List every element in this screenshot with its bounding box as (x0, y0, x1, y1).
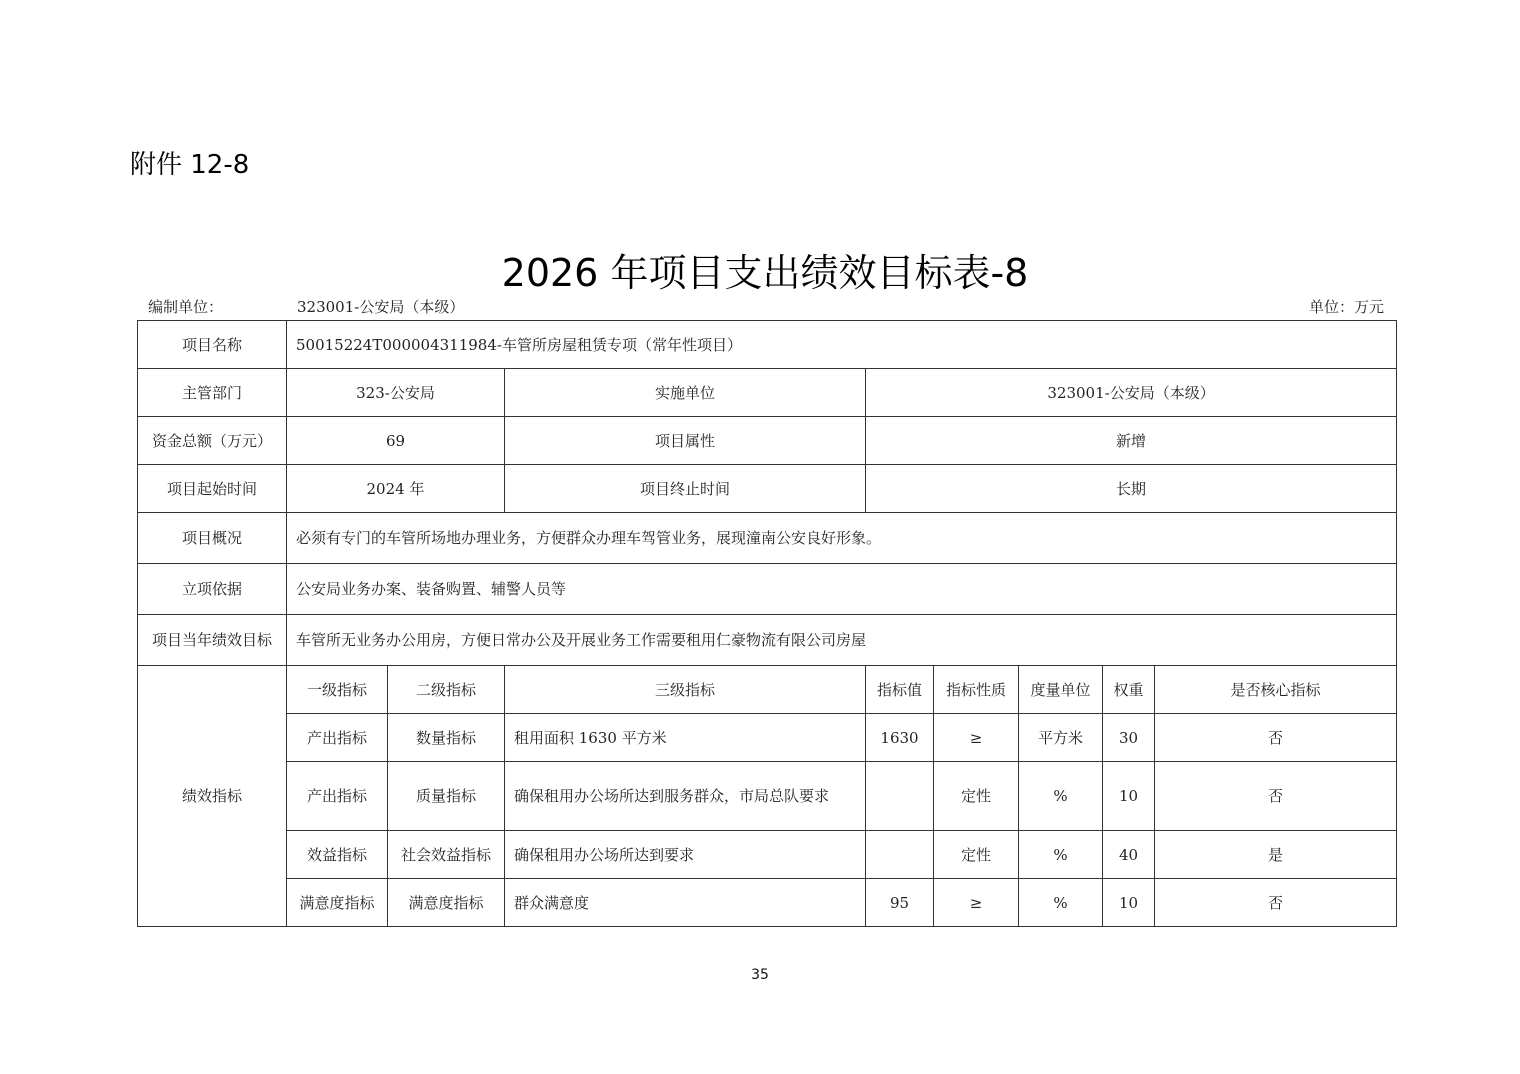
unit-label: 单位：万元 (1308, 298, 1384, 316)
table-row (138, 831, 1397, 879)
unit-cell: % (1019, 831, 1103, 879)
level2-cell: 满意度指标 (388, 879, 505, 927)
overview-value: 必须有专门的车管所场地办理业务，方便群众办理车驾管业务，展现潼南公安良好形象。 (287, 513, 1397, 564)
row-basis (138, 564, 1397, 615)
target-value-cell (866, 762, 934, 831)
level1-cell: 产出指标 (287, 714, 388, 762)
unit-cell: % (1019, 762, 1103, 831)
end-time-value: 长期 (866, 465, 1397, 513)
indicators-section-label: 绩效指标 (138, 666, 287, 927)
row-annual-goal (138, 615, 1397, 666)
level2-cell: 数量指标 (388, 714, 505, 762)
attribute-value: 新增 (866, 417, 1397, 465)
page-number: 35 (751, 967, 769, 983)
target-value-cell (866, 831, 934, 879)
department-label: 主管部门 (138, 369, 287, 417)
start-time-value: 2024 年 (287, 465, 505, 513)
header-level1: 一级指标 (287, 666, 388, 714)
header-nature: 指标性质 (934, 666, 1019, 714)
annual-goal-value: 车管所无业务办公用房，方便日常办公及开展业务工作需要租用仁豪物流有限公司房屋 (287, 615, 1397, 666)
row-time (138, 465, 1397, 513)
performance-target-table (137, 320, 1397, 927)
row-project-name (138, 321, 1397, 369)
level3-cell: 确保租用办公场所达到服务群众，市局总队要求 (505, 762, 866, 831)
project-name-label: 项目名称 (138, 321, 287, 369)
weight-cell: 30 (1103, 714, 1155, 762)
nature-cell: 定性 (934, 831, 1019, 879)
compiler-label: 编制单位： (148, 298, 224, 316)
row-funds (138, 417, 1397, 465)
implementer-label: 实施单位 (505, 369, 866, 417)
project-name-value: 50015224T000004311984-车管所房屋租赁专项（常年性项目） (287, 321, 1397, 369)
level2-cell: 质量指标 (388, 762, 505, 831)
attribute-label: 项目属性 (505, 417, 866, 465)
row-department (138, 369, 1397, 417)
target-value-cell: 95 (866, 879, 934, 927)
basis-value: 公安局业务办案、装备购置、辅警人员等 (287, 564, 1397, 615)
level1-cell: 产出指标 (287, 762, 388, 831)
annual-goal-label: 项目当年绩效目标 (138, 615, 287, 666)
document-title: 2026 年项目支出绩效目标表-8 (501, 251, 1029, 295)
table-row (138, 879, 1397, 927)
unit-cell: % (1019, 879, 1103, 927)
unit-cell: 平方米 (1019, 714, 1103, 762)
overview-label: 项目概况 (138, 513, 287, 564)
end-time-label: 项目终止时间 (505, 465, 866, 513)
attachment-label: 附件 12-8 (130, 150, 250, 180)
table-row (138, 714, 1397, 762)
level1-cell: 效益指标 (287, 831, 388, 879)
core-cell: 否 (1155, 714, 1397, 762)
header-level2: 二级指标 (388, 666, 505, 714)
weight-cell: 10 (1103, 879, 1155, 927)
nature-cell: ≥ (934, 714, 1019, 762)
core-cell: 否 (1155, 879, 1397, 927)
level2-cell: 社会效益指标 (388, 831, 505, 879)
header-core: 是否核心指标 (1155, 666, 1397, 714)
core-cell: 否 (1155, 762, 1397, 831)
core-cell: 是 (1155, 831, 1397, 879)
compiler-value: 323001-公安局（本级） (297, 298, 465, 316)
total-funds-label: 资金总额（万元） (138, 417, 287, 465)
header-target-value: 指标值 (866, 666, 934, 714)
nature-cell: 定性 (934, 762, 1019, 831)
nature-cell: ≥ (934, 879, 1019, 927)
weight-cell: 40 (1103, 831, 1155, 879)
level1-cell: 满意度指标 (287, 879, 388, 927)
header-level3: 三级指标 (505, 666, 866, 714)
indicator-header-row (138, 666, 1397, 714)
target-value-cell: 1630 (866, 714, 934, 762)
start-time-label: 项目起始时间 (138, 465, 287, 513)
level3-cell: 租用面积 1630 平方米 (505, 714, 866, 762)
table-row (138, 762, 1397, 831)
level3-cell: 确保租用办公场所达到要求 (505, 831, 866, 879)
department-value: 323-公安局 (287, 369, 505, 417)
implementer-value: 323001-公安局（本级） (866, 369, 1397, 417)
weight-cell: 10 (1103, 762, 1155, 831)
basis-label: 立项依据 (138, 564, 287, 615)
header-weight: 权重 (1103, 666, 1155, 714)
row-overview (138, 513, 1397, 564)
header-unit: 度量单位 (1019, 666, 1103, 714)
total-funds-value: 69 (287, 417, 505, 465)
level3-cell: 群众满意度 (505, 879, 866, 927)
